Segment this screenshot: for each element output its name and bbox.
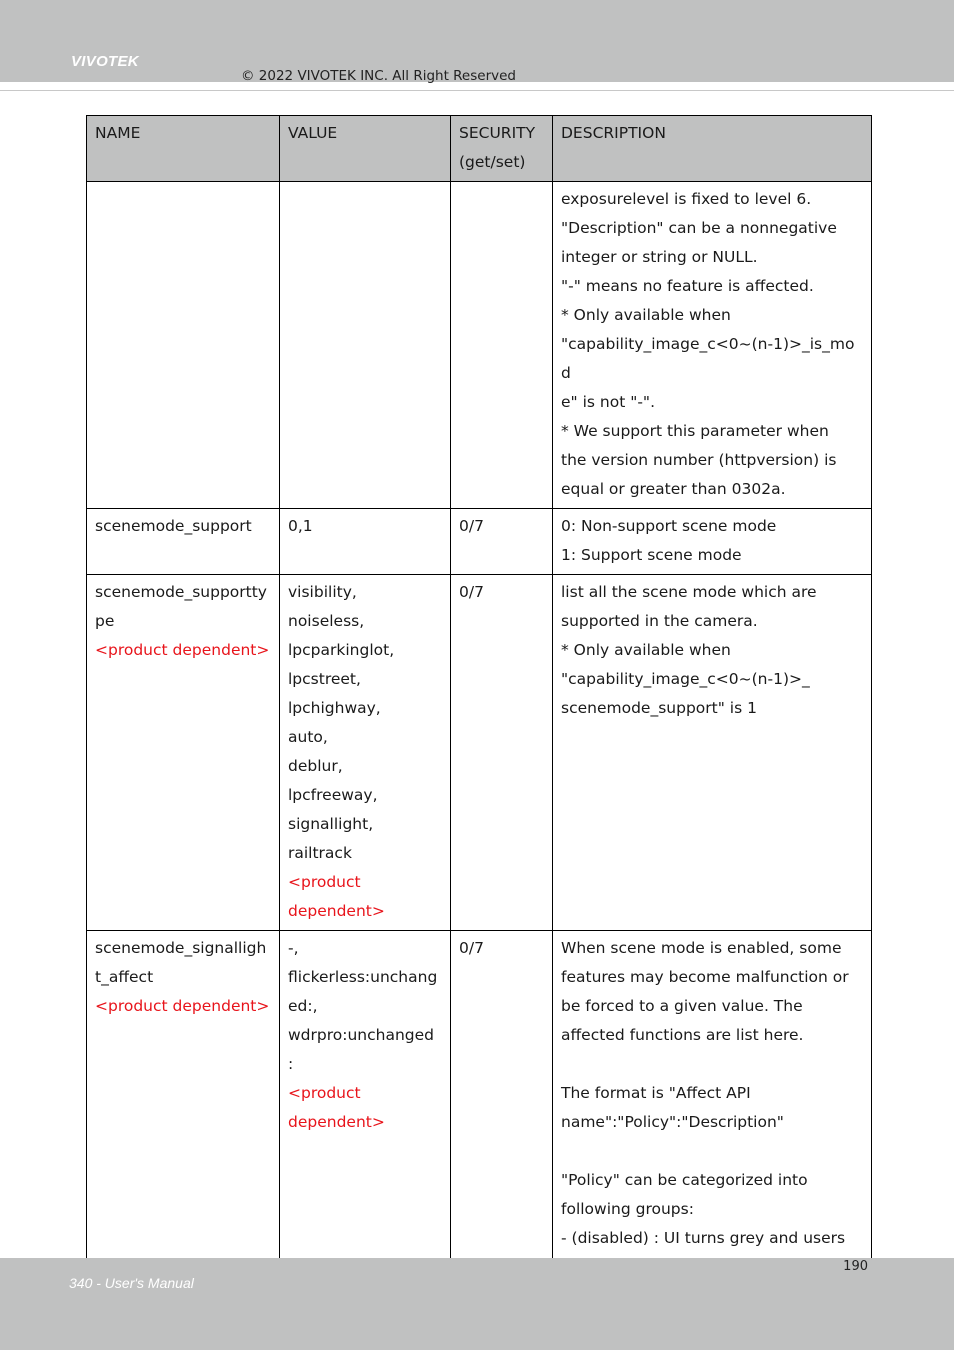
cell-line: scenemode_supportty (95, 583, 267, 601)
cell-line: lpcfreeway, (288, 786, 378, 804)
cell-security: 0/7 (451, 931, 553, 1287)
cell-value (280, 931, 451, 1287)
cell-value (280, 509, 451, 575)
cell-line: e" is not "-". (561, 393, 655, 411)
cell-line: integer or string or NULL. (561, 248, 758, 266)
cell-line: deblur, (288, 757, 343, 775)
cell-line: * Only available when (561, 306, 731, 324)
cell-line: auto, (288, 728, 328, 746)
cell-line: scenemode_signalligh (95, 939, 267, 957)
cell-line: - (disabled) : UI turns grey and users (561, 1229, 846, 1247)
cell-line: noiseless, (288, 612, 365, 630)
cell-line: lpcparkinglot, (288, 641, 395, 659)
cell-line: exposurelevel is fixed to level 6. (561, 190, 812, 208)
cell-security: 0/7 (451, 575, 553, 931)
cell-line: lpcstreet, (288, 670, 361, 688)
cell-line: ed:, (288, 997, 318, 1015)
cell-line: "Description" can be a nonnegative (561, 219, 837, 237)
security-header-line: SECURITY (459, 124, 536, 142)
product-dependent-note: <product (288, 873, 361, 891)
table-header-row (87, 116, 872, 182)
cell-line: * We support this parameter when (561, 422, 829, 440)
cell-line: 1: Support scene mode (561, 546, 742, 564)
cell-name (87, 575, 280, 931)
cell-line (561, 1050, 863, 1079)
manual-label: 340 - User's Manual (69, 1275, 194, 1291)
cell-line: visibility, (288, 583, 357, 601)
cell-security (451, 182, 553, 509)
copyright-notice: © 2022 VIVOTEK INC. All Right Reserved (241, 68, 516, 84)
cell-line: features may become malfunction or (561, 968, 849, 986)
cell-line: signallight, (288, 815, 374, 833)
footer-band (0, 1258, 954, 1350)
cell-line: scenemode_support" is 1 (561, 699, 757, 717)
cell-line (561, 1137, 863, 1166)
column-header-security (451, 116, 553, 182)
cell-line: affected functions are list here. (561, 1026, 804, 1044)
cell-name (87, 931, 280, 1287)
cell-security: 0/7 (451, 509, 553, 575)
cell-line: equal or greater than 0302a. (561, 480, 786, 498)
cell-line: "capability_image_c<0~(n-1)>_ (561, 670, 810, 688)
cell-description (553, 182, 872, 509)
product-dependent-note: <product dependent> (95, 997, 270, 1015)
table-row (87, 931, 872, 1287)
cell-line: flickerless:unchang (288, 968, 438, 986)
cell-name (87, 182, 280, 509)
column-header-description: DESCRIPTION (553, 116, 872, 182)
column-header-name: NAME (87, 116, 280, 182)
cell-line: 0: Non-support scene mode (561, 517, 777, 535)
cell-line: scenemode_support (95, 517, 252, 535)
cell-description (553, 931, 872, 1287)
brand-logo: VIVOTEK (71, 53, 139, 70)
cell-line: "Policy" can be categorized into (561, 1171, 808, 1189)
cell-line: be forced to a given value. The (561, 997, 803, 1015)
cell-line: the version number (httpversion) is (561, 451, 837, 469)
cell-line: name":"Policy":"Description" (561, 1113, 784, 1131)
cell-line: pe (95, 612, 115, 630)
cell-line: * Only available when (561, 641, 731, 659)
cell-value (280, 182, 451, 509)
page-number: 190 (843, 1259, 868, 1274)
cell-line: The format is "Affect API (561, 1084, 751, 1102)
cell-line: "-" means no feature is affected. (561, 277, 814, 295)
product-dependent-note: dependent> (288, 902, 385, 920)
cell-line: When scene mode is enabled, some (561, 939, 842, 957)
cell-line: following groups: (561, 1200, 694, 1218)
cell-line: railtrack (288, 844, 352, 862)
product-dependent-note: dependent> (288, 1113, 385, 1131)
cell-description (553, 509, 872, 575)
table-row (87, 509, 872, 575)
cell-line: supported in the camera. (561, 612, 758, 630)
cell-line: -, (288, 939, 299, 957)
product-dependent-note: <product dependent> (95, 641, 270, 659)
header-divider (0, 90, 954, 91)
cell-line: lpchighway, (288, 699, 381, 717)
cell-value (280, 575, 451, 931)
cell-line: wdrpro:unchanged (288, 1026, 434, 1044)
cell-line: list all the scene mode which are (561, 583, 817, 601)
cell-line: "capability_image_c<0~(n-1)>_is_mod (561, 335, 855, 382)
cell-line: 0,1 (288, 517, 313, 535)
cell-description (553, 575, 872, 931)
parameter-table (86, 115, 872, 1287)
table-row (87, 575, 872, 931)
table-row (87, 182, 872, 509)
cell-name (87, 509, 280, 575)
cell-line: t_affect (95, 968, 154, 986)
cell-line: : (288, 1055, 294, 1073)
product-dependent-note: <product (288, 1084, 361, 1102)
column-header-value: VALUE (280, 116, 451, 182)
security-header-line: (get/set) (459, 153, 526, 171)
